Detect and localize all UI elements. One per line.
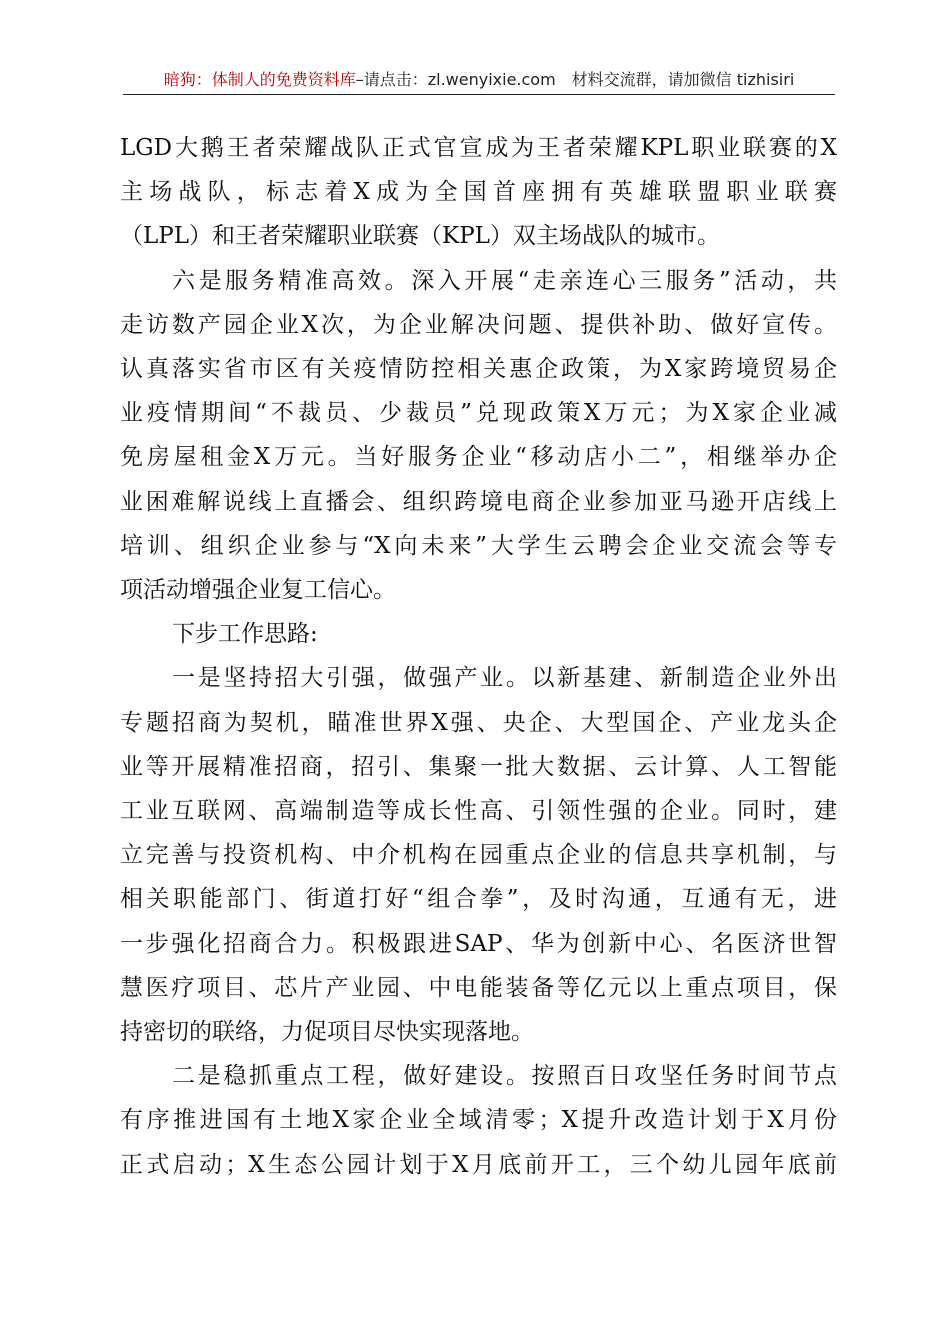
paragraph-start: 六是服务精准高效。深入开展“走亲连心三服务”活动，共 — [172, 267, 837, 294]
text-line: 走访数产园企业X次，为企业解决问题、提供补助、做好宣传。 — [120, 311, 837, 338]
header-brand: 暗狗：体制人的免费资料库 — [163, 70, 356, 89]
text-line: LGD大鹅王者荣耀战队正式官宣成为王者荣耀KPL职业联赛的X — [120, 135, 837, 161]
text-line: 培训、组织企业参与“X向未来”大学生云聘会企业交流会等专 — [120, 532, 837, 559]
text-line: 项活动增强企业复工信心。 — [120, 577, 396, 604]
text-line: 主场战队，标志着X成为全国首座拥有英雄联盟职业联赛 — [120, 179, 837, 206]
text-line: 专题招商为契机，瞄准世界X强、央企、大型国企、产业龙头企 — [120, 709, 837, 736]
text-line: 业等开展精准招商，招引、集聚一批大数据、云计算、人工智能 — [120, 753, 837, 780]
text-line: 有序推进国有土地X家企业全域清零；X提升改造计划于X月份 — [120, 1107, 837, 1134]
text-line: 相关职能部门、街道打好“组合拳”，及时沟通，互通有无，进 — [120, 886, 837, 913]
text-line: 持密切的联络，力促项目尽快实现落地。 — [120, 1019, 534, 1046]
paragraph-start: 二是稳抓重点工程，做好建设。按照百日攻坚任务时间节点 — [172, 1063, 837, 1090]
header-contact: 材料交流群，请加微信 tizhisiri — [571, 70, 795, 89]
text-line: 工业互联网、高端制造等成长性高、引领性强的企业。同时，建 — [120, 798, 837, 825]
text-line: 认真落实省市区有关疫情防控相关惠企政策，为X家跨境贸易企 — [120, 356, 837, 383]
text-line: 免房屋租金X万元。当好服务企业“移动店小二”，相继举办企 — [120, 444, 837, 471]
document-body — [120, 126, 837, 1187]
text-line: 业疫情期间“不裁员、少裁员”兑现政策X万元；为X家企业减 — [120, 400, 837, 427]
section-heading: 下步工作思路: — [172, 621, 318, 648]
text-line: 业困难解说线上直播会、组织跨境电商企业参加亚马逊开店线上 — [120, 488, 837, 515]
paragraph-start: 一是坚持招大引强，做强产业。以新基建、新制造企业外出 — [172, 665, 837, 692]
text-line: 一步强化招商合力。积极跟进SAP、华为创新中心、名医济世智 — [120, 930, 837, 957]
text-line: 正式启动；X生态公园计划于X月底前开工，三个幼儿园年底前 — [120, 1151, 837, 1178]
text-line: 慧医疗项目、芯片产业园、中电能装备等亿元以上重点项目，保 — [120, 974, 837, 1001]
page-header — [123, 66, 835, 95]
text-line: 立完善与投资机构、中介机构在园重点企业的信息共享机制，与 — [120, 842, 837, 869]
text-line: （LPL）和王者荣耀职业联赛（KPL）双主场战队的城市。 — [120, 223, 720, 250]
header-click-prompt: –请点击： — [355, 70, 428, 89]
header-site-link[interactable]: zl.wenyixie.com — [427, 70, 556, 89]
